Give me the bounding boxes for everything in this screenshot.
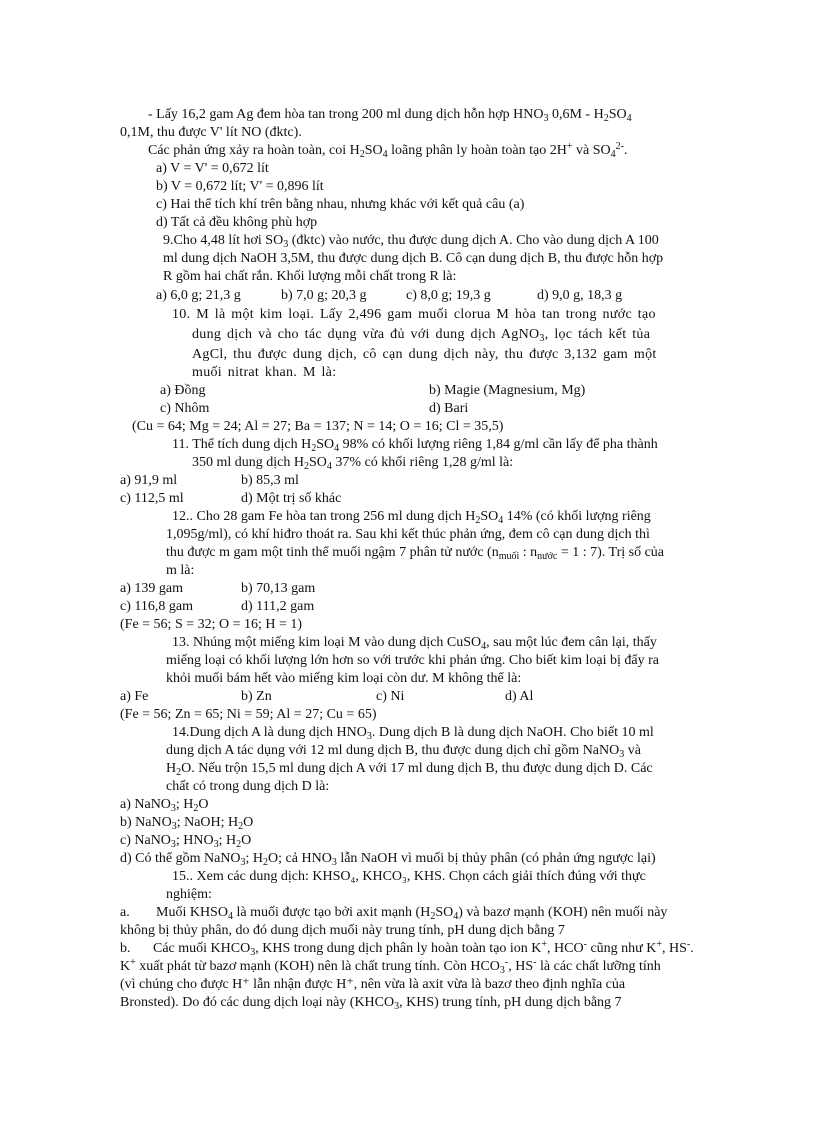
q8-option-b: b) V = 0,672 lít; V' = 0,896 lít <box>156 179 324 194</box>
q8-stem-line1: - Lấy 16,2 gam Ag đem hòa tan trong 200 ml dung dịch hỗn hợp $HNO_3$ $0,6M - H_2SO_4$ <box>148 107 632 124</box>
q11-option-a: a) 91,9 ml <box>120 473 178 488</box>
q15-option-b-line1: Các muối $KHCO_3$, KHS trong dung dịch phân ly hoàn toàn tạo ion K+, HCO- cũng như K+, HS-. <box>153 939 694 958</box>
q13-option-d: d) Al <box>505 689 534 704</box>
q10-option-b: b) Magie (Magnesium, Mg) <box>429 383 586 398</box>
q10-stem-line3: AgCl, thu được dung dịch, cô cạn dung dịch này, thu được 3,132 gam một <box>192 347 657 362</box>
q10-stem-line1: 10. M là một kim loại. Lấy 2,496 gam muối clorua M hòa tan trong nước tạo <box>172 307 656 322</box>
q14-stem-line1: 14.Dung dịch A là dung dịch $HNO_3$. Dung dịch B là dung dịch NaOH. Cho biết 10 ml <box>172 725 654 742</box>
q14-option-d: d) Có thể gồm NaNO$_3$; $H_2O$; cả $HNO_3$ lẫn NaOH vì muối bị thủy phân (có phản ứng ngược lại) <box>120 851 656 868</box>
q12-stem-line1: 12.. Cho 28 gam Fe hòa tan trong 256 ml dung dịch $H_2SO_4$ 14% (có khối lượng riêng <box>172 509 651 526</box>
q11-stem-line1: 11. Thể tích dung dịch $H_2SO_4$ 98% có khối lượng riêng 1,84 g/ml cần lấy để pha thành <box>172 437 658 454</box>
q11-option-c: c) 112,5 ml <box>120 491 184 506</box>
q15-option-b-line3: (vì chúng cho được H⁺ lẫn nhận được H⁺, nên vừa là axit vừa là bazơ theo định nghĩa của <box>120 977 626 992</box>
q10-option-a: a) Đồng <box>160 383 206 398</box>
q15-option-b-line2: K+ xuất phát từ bazơ mạnh (KOH) nên là chất trung tính. Còn $HCO_3^-$, HS- là các chất lưỡng tính <box>120 957 661 976</box>
q11-stem-line2: 350 ml dung dịch $H_2SO_4$ 37% có khối riêng 1,28 g/ml là: <box>192 455 514 472</box>
q11-option-b: b) 85,3 ml <box>241 473 299 488</box>
q13-option-a: a) Fe <box>120 689 149 704</box>
q10-stem-line2: dung dịch và cho tác dụng vừa đủ với dung dịch AgNO$_3$, lọc tách kết tủa <box>192 327 651 344</box>
q8-option-d: d) Tất cả đều không phù hợp <box>156 215 318 230</box>
q8-stem-line2: 0,1M, thu được V' lít NO (đktc). <box>120 125 302 140</box>
q8-option-c: c) Hai thể tích khí trên bằng nhau, nhưng khác với kết quả câu (a) <box>156 197 525 212</box>
q14-option-b: b) NaNO$_3$; NaOH; $H_2O$ <box>120 815 254 832</box>
q14-option-a: a) NaNO$_3$; $H_2O$ <box>120 797 209 814</box>
q13-atomic-masses: (Fe = 56; Zn = 65; Ni = 59; Al = 27; Cu = 65) <box>120 707 377 722</box>
q10-option-d: d) Bari <box>429 401 469 416</box>
q10-option-c: c) Nhôm <box>160 401 210 416</box>
q15-option-a-label: a. <box>120 905 130 920</box>
q12-option-d: d) 111,2 gam <box>241 599 315 614</box>
q9-stem-line3: R gồm hai chất rắn. Khối lượng mỗi chất trong R là: <box>163 269 457 284</box>
q15-option-a-line1: Muối $KHSO_4$ là muối được tạo bởi axit mạnh $(H_2SO_4)$ và bazơ mạnh (KOH) nên muối này <box>156 905 668 922</box>
q12-stem-line2: 1,095g/ml), có khí hiđro thoát ra. Sau khi kết thúc phản ứng, đem cô cạn dung dịch thì <box>166 527 650 542</box>
q8-option-a: a) V = V' = 0,672 lít <box>156 161 269 176</box>
q9-option-c: c) 8,0 g; 19,3 g <box>406 288 491 303</box>
q8-condition: Các phản ứng xảy ra hoàn toàn, coi $H_2SO_4$ loãng phân ly hoàn toàn tạo 2H+ và $SO_4^{2-}$. <box>148 141 628 160</box>
q13-option-c: c) Ni <box>376 689 405 704</box>
q15-option-b-label: b. <box>120 941 131 956</box>
q14-stem-line3: $H_2O$. Nếu trộn 15,5 ml dung dịch A với 17 ml dung dịch B, thu được dung dịch D. Các <box>166 761 653 778</box>
q12-atomic-masses: (Fe = 56; S = 32; O = 16; H = 1) <box>120 617 303 632</box>
q13-stem-line3: khỏi muối bám hết vào miếng kim loại còn dư. M không thể là: <box>166 671 522 686</box>
q15-option-b-line4: Bronsted). Do đó các dung dịch loại này ($KHCO_3$, KHS) trung tính, pH dung dịch bằng 7 <box>120 995 622 1012</box>
q14-stem-line4: chất có trong dung dịch D là: <box>166 779 330 794</box>
q10-stem-line4: muối nitrat khan. M là: <box>192 365 337 380</box>
q12-stem-line3: thu được m gam một tinh thể muối ngậm 7 phân tử nước ($n_{muối}$ : $n_{nước} = 1$ : 7). Trị số của <box>166 545 664 562</box>
q13-stem-line2: miếng loại có khối lượng lớn hơn so với trước khi phản ứng. Cho biết kim loại bị đẩy ra <box>166 653 659 668</box>
q13-option-b: b) Zn <box>241 689 272 704</box>
q9-stem-line2: ml dung dịch NaOH 3,5M, thu được dung dịch B. Cô cạn dung dịch B, thu được hỗn hợp <box>163 251 664 266</box>
q12-option-c: c) 116,8 gam <box>120 599 193 614</box>
q12-stem-line4: m là: <box>166 563 195 578</box>
q15-option-a-line2: không bị thủy phân, do đó dung dịch muối này trung tính, pH dung dịch bằng 7 <box>120 923 565 938</box>
q9-option-a: a) 6,0 g; 21,3 g <box>156 288 241 303</box>
q14-stem-line2: dung dịch A tác dụng với 12 ml dung dịch B, thu được dung dịch chỉ gồm NaNO$_3$ và <box>166 743 641 760</box>
q12-option-b: b) 70,13 gam <box>241 581 316 596</box>
q9-option-b: b) 7,0 g; 20,3 g <box>281 288 367 303</box>
q9-option-d: d) 9,0 g, 18,3 g <box>537 288 623 303</box>
q13-stem-line1: 13. Nhúng một miếng kim loại M vào dung dịch CuSO$_4$, sau một lúc đem cân lại, thấy <box>172 635 657 652</box>
q15-stem-line2: nghiệm: <box>166 887 212 902</box>
q11-option-d: d) Một trị số khác <box>241 491 342 506</box>
q12-option-a: a) 139 gam <box>120 581 183 596</box>
q14-option-c: c) NaNO$_3$; $HNO_3$; $H_2O$ <box>120 833 252 850</box>
q9-stem-line1: 9.Cho 4,48 lít hơi $SO_3$ (đktc) vào nước, thu được dung dịch A. Cho vào dung dịch A 100 <box>163 233 659 250</box>
q15-stem-line1: 15.. Xem các dung dịch: KHSO₄, KHCO₃, KHS. Chọn cách giải thích đúng với thực <box>172 869 646 884</box>
q10-atomic-masses: (Cu = 64; Mg = 24; Al = 27; Ba = 137; N = 14; O = 16; Cl = 35,5) <box>132 419 504 434</box>
